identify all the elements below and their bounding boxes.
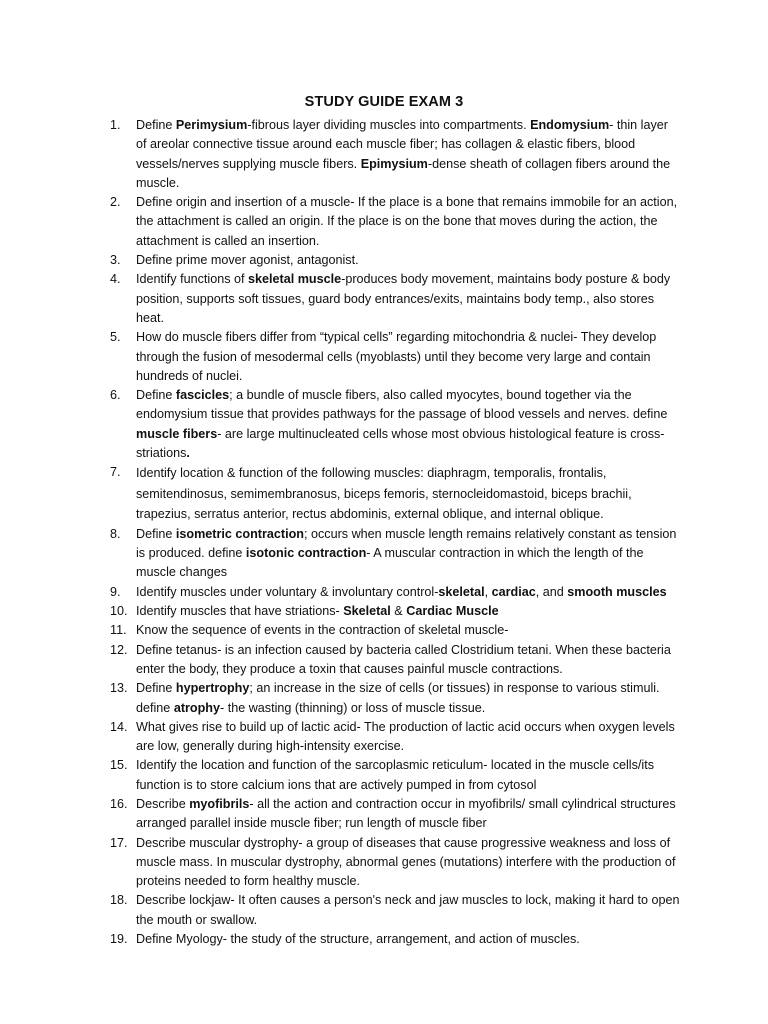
item-number: 16.: [110, 797, 128, 811]
text-segment: - thin layer of areolar connective tissue around each muscle fiber; has collagen & elastic fibers, blood vessels/nerves supplying muscle fibers.: [136, 118, 668, 171]
bold-term: skeletal: [438, 584, 485, 599]
item-number: 10.: [110, 604, 128, 619]
text-segment: - A muscular contraction in which the length of the muscle changes: [136, 546, 644, 580]
item-number: 11.: [110, 623, 127, 638]
list-item: [110, 463, 680, 525]
item-text: [136, 795, 680, 834]
item-text: [136, 891, 680, 930]
item-number: 5.: [110, 330, 121, 345]
text-segment: Define: [136, 526, 176, 541]
text-segment: , and: [535, 584, 568, 599]
bold-term: .: [186, 446, 190, 461]
text-segment: Define tetanus- is an infection caused by bacteria called Clostridium tetani. When these bacteria enter the body, they produce a toxin that causes painful muscle contractions.: [136, 642, 671, 676]
text-segment: Define prime mover agonist, antagonist.: [136, 253, 359, 268]
item-text: [136, 930, 680, 949]
item-number: 9.: [110, 584, 121, 599]
item-number: 1.: [110, 118, 121, 132]
list-item: [110, 718, 680, 757]
text-segment: - the wasting (thinning) or loss of muscle tissue.: [220, 700, 486, 715]
list-item: [110, 193, 680, 251]
item-text: [136, 270, 680, 328]
text-segment: ,: [484, 584, 492, 599]
item-number: 15.: [110, 758, 128, 773]
text-segment: Define Myology- the study of the structure, arrangement, and action of muscles.: [136, 932, 580, 947]
text-segment: - are large multinucleated cells whose most obvious histological feature is cross-striations: [136, 426, 665, 461]
bold-term: Perimysium: [175, 118, 248, 132]
list-item: [110, 386, 680, 463]
item-number: 12.: [110, 642, 128, 657]
item-text: [136, 583, 680, 602]
bold-term: skeletal muscle: [248, 272, 342, 287]
text-segment: ; an increase in the size of cells (or tissues) in response to various stimuli. define: [136, 681, 660, 715]
bold-term: smooth muscles: [567, 584, 667, 599]
text-segment: Identify the location and function of the sarcoplasmic reticulum- located in the muscle cells/its function is to store calcium ions that are actively pumped in from cytosol: [136, 758, 654, 792]
text-segment: -fibrous layer dividing muscles into compartments.: [247, 118, 531, 132]
text-segment: Identify muscles that have striations-: [136, 604, 344, 619]
bold-term: Endomysium: [530, 118, 610, 132]
study-question-list: [110, 116, 680, 949]
item-number: 14.: [110, 719, 128, 734]
list-item: [110, 602, 680, 621]
item-number: 18.: [110, 893, 128, 908]
item-text: [136, 525, 680, 583]
bold-term: cardiac: [491, 584, 536, 599]
item-number: 8.: [110, 526, 121, 541]
bold-term: fascicles: [175, 388, 230, 403]
item-text: [136, 756, 680, 795]
list-item: [110, 621, 680, 640]
item-text: [136, 328, 680, 386]
bold-term: hypertrophy: [175, 681, 250, 696]
list-item: [110, 583, 680, 602]
list-item: [110, 525, 680, 583]
item-number: 17.: [110, 835, 128, 850]
list-item: [110, 251, 680, 270]
text-segment: Identify location & function of the following muscles: diaphragm, temporalis, frontalis, semitendinosus, semimembranosus, biceps femoris, sternocleidomastoid, biceps brachii, trapezius, serratus anterior, rectus abdominis, external oblique, and internal oblique.: [136, 466, 632, 522]
text-segment: What gives rise to build up of lactic acid- The production of lactic acid occurs when oxygen levels are low, generally during high-intensity exercise.: [136, 719, 675, 754]
list-item: [110, 795, 680, 834]
item-text: [136, 193, 680, 251]
bold-term: atrophy: [173, 700, 220, 715]
text-segment: - all the action and contraction occur in myofibrils/ small cylindrical structures arranged parallel inside muscle fiber; run length of muscle fiber: [136, 797, 676, 831]
text-segment: Know the sequence of events in the contraction of skeletal muscle-: [136, 623, 509, 638]
text-segment: ; occurs when muscle length remains relatively constant as tension is produced. define: [136, 526, 677, 561]
item-text: [136, 621, 680, 640]
bold-term: Cardiac Muscle: [406, 604, 499, 619]
list-item: [110, 891, 680, 930]
text-segment: &: [390, 604, 407, 619]
bold-term: Skeletal: [343, 604, 391, 619]
list-item: [110, 679, 680, 718]
item-number: 13.: [110, 681, 128, 696]
list-item: [110, 756, 680, 795]
bold-term: Epimysium: [360, 156, 428, 171]
text-segment: Define: [136, 388, 176, 403]
item-text: [136, 679, 680, 718]
list-item: [110, 328, 680, 386]
text-segment: -dense sheath of collagen fibers around the muscle.: [136, 156, 671, 190]
page-title: STUDY GUIDE EXAM 3: [304, 94, 464, 110]
item-number: 6.: [110, 388, 121, 403]
text-segment: Describe muscular dystrophy- a group of diseases that cause progressive weakness and loss of muscle mass. In muscular dystrophy, abnormal genes (mutations) interfere with the production of proteins needed to form healthy muscle.: [136, 835, 676, 889]
item-text: [136, 463, 680, 525]
item-text: [136, 116, 680, 193]
item-number: 19.: [110, 932, 128, 947]
text-segment: Define: [136, 118, 176, 132]
list-item: [110, 270, 680, 328]
text-segment: Identify functions of: [136, 272, 249, 287]
item-text: [136, 386, 680, 463]
text-segment: Define: [136, 681, 176, 696]
text-segment: -produces body movement, maintains body posture & body position, supports soft tissues, guard body entrances/exits, maintains body temp., also stores heat.: [136, 272, 671, 325]
item-text: [136, 251, 680, 270]
item-number: 4.: [110, 272, 121, 287]
item-text: [136, 602, 680, 621]
item-number: 7.: [110, 465, 121, 480]
list-item: [110, 116, 680, 193]
item-text: [136, 718, 680, 757]
item-number: 3.: [110, 253, 121, 268]
text-segment: How do muscle fibers differ from “typical cells” regarding mitochondria & nuclei- They develop through the fusion of mesodermal cells (myoblasts) until they become very large and contain hundreds of nuclei.: [136, 330, 657, 383]
text-segment: Describe lockjaw- It often causes a person's neck and jaw muscles to lock, making it hard to open the mouth or swallow.: [136, 893, 680, 927]
bold-term: isometric contraction: [175, 526, 304, 541]
bold-term: isotonic contraction: [245, 546, 367, 561]
bold-term: muscle fibers: [136, 426, 218, 441]
item-text: [136, 834, 680, 892]
list-item: [110, 930, 680, 949]
text-segment: Identify muscles under voluntary & involuntary control-: [136, 584, 439, 599]
item-number: 2.: [110, 195, 121, 210]
list-item: [110, 641, 680, 680]
text-segment: Define origin and insertion of a muscle- If the place is a bone that remains immobile for an action, the attachment is called an origin. If the place is on the bone that moves during the action, the attachment is called an insertion.: [136, 195, 678, 248]
text-segment: ; a bundle of muscle fibers, also called myocytes, bound together via the endomysium tissue that provides pathways for the passage of blood vessels and nerves. define: [136, 388, 668, 422]
list-item: [110, 834, 680, 892]
bold-term: myofibrils: [189, 797, 250, 811]
item-text: [136, 641, 680, 680]
text-segment: Describe: [136, 797, 190, 811]
